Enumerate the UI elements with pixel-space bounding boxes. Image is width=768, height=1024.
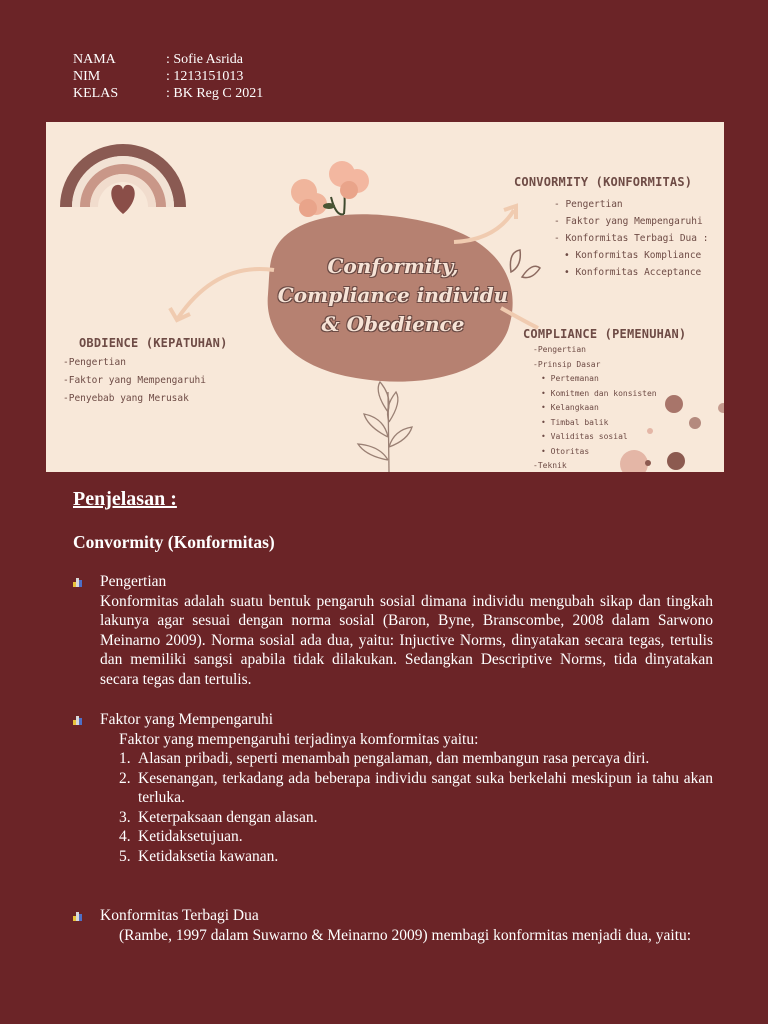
identity-key: NAMA bbox=[73, 52, 116, 67]
convormity-subitem: • Konformitas Kompliance bbox=[564, 250, 702, 261]
list-item bbox=[119, 808, 713, 828]
obedience-item: -Penyebab yang Merusak bbox=[63, 393, 189, 404]
compliance-subitem: • Pertemanan bbox=[541, 374, 599, 383]
decor-dot bbox=[689, 417, 701, 429]
bullet-icon bbox=[73, 714, 84, 725]
list-item bbox=[119, 749, 713, 769]
compliance-subitem: • Komitmen dan konsisten bbox=[541, 389, 657, 398]
identity-value: : 1213151013 bbox=[166, 69, 244, 84]
compliance-item: -Teknik bbox=[533, 461, 567, 470]
infographic-panel bbox=[46, 122, 724, 472]
terbagi-section bbox=[73, 906, 713, 945]
list-text: Kesenangan, terkadang ada beberapa individu sangat suka berkelahi meskipun ia tahu akan terluka. bbox=[138, 769, 713, 806]
decor-dot bbox=[718, 403, 724, 413]
obedience-item: -Faktor yang Mempengaruhi bbox=[63, 375, 206, 386]
list-number: 3. bbox=[119, 808, 131, 826]
list-text: Ketidaksetujuan. bbox=[138, 828, 243, 845]
compliance-subitem: • Kelangkaan bbox=[541, 403, 599, 412]
center-title-line: Conformity, bbox=[327, 254, 459, 278]
list-number: 1. bbox=[119, 750, 131, 767]
faktor-section bbox=[73, 710, 713, 866]
identity-block bbox=[73, 51, 263, 102]
identity-value: : BK Reg C 2021 bbox=[166, 86, 264, 101]
decor-dot bbox=[667, 452, 685, 470]
identity-key: NIM bbox=[73, 69, 101, 84]
list-number: 2. bbox=[119, 769, 131, 787]
faktor-label: Faktor yang Mempengaruhi bbox=[100, 711, 274, 728]
list-item bbox=[119, 769, 713, 808]
decor-dot bbox=[647, 428, 653, 434]
list-item bbox=[119, 827, 713, 847]
convormity-item: - Konformitas Terbagi Dua : bbox=[554, 233, 709, 244]
convormity-title: CONVORMITY (KONFORMITAS) bbox=[514, 175, 693, 189]
compliance-subitem: • Timbal balik bbox=[541, 418, 609, 427]
faktor-intro: Faktor yang mempengaruhi terjadinya komformitas yaitu: bbox=[119, 730, 479, 748]
pengertian-text: Konformitas adalah suatu bentuk pengaruh sosial dimana individu mengubah sikap dan tingkah lakunya agar sesuai dengan norma sosial (Baron, Byne, Branscombe, 2008 dalam Sarwono Meinarno 2009). Norma sosial ada dua, yaitu: Injuctive Norms, dinyatakan secara tegas, tertulis dan memiliki sangsi apabila tidak dilakukan. Sedangkan Descriptive Norms, tida dinyatakan secara tegas dan tertulis. bbox=[100, 592, 713, 688]
decor-dot bbox=[620, 450, 648, 472]
decor-dot bbox=[645, 460, 651, 466]
compliance-item: -Prinsip Dasar bbox=[533, 360, 601, 369]
plant-icon bbox=[358, 382, 412, 472]
list-text: Keterpaksaan dengan alasan. bbox=[138, 808, 318, 826]
center-title bbox=[268, 252, 518, 339]
list-number: 5. bbox=[119, 847, 131, 865]
identity-value: : Sofie Asrida bbox=[166, 52, 243, 67]
pengertian-section bbox=[73, 572, 713, 689]
identity-row-nim bbox=[73, 68, 263, 85]
compliance-subitem: • Otoritas bbox=[541, 447, 590, 456]
bullet-row bbox=[73, 572, 713, 592]
identity-row-name bbox=[73, 51, 263, 68]
section-subheading: Convormity (Konformitas) bbox=[73, 532, 275, 552]
bullet-icon bbox=[73, 910, 84, 921]
heart-icon bbox=[111, 185, 134, 214]
compliance-title: COMPLIANCE (PEMENUHAN) bbox=[523, 327, 687, 341]
convormity-item: - Faktor yang Mempengaruhi bbox=[554, 216, 703, 227]
identity-row-class bbox=[73, 85, 263, 102]
convormity-item: - Pengertian bbox=[554, 199, 623, 210]
obedience-item: -Pengertian bbox=[63, 357, 126, 368]
faktor-list bbox=[119, 749, 713, 866]
compliance-subitem: • Validitas sosial bbox=[541, 432, 628, 441]
pengertian-label: Pengertian bbox=[100, 573, 167, 590]
list-text: Alasan pribadi, seperti menambah pengalaman, dan membangun rasa percaya diri. bbox=[138, 750, 650, 767]
flower-icon bbox=[291, 161, 369, 217]
compliance-item: -Pengertian bbox=[533, 345, 586, 354]
decor-dot bbox=[665, 395, 683, 413]
obedience-title: OBDIENCE (KEPATUHAN) bbox=[79, 336, 228, 350]
list-item bbox=[119, 847, 713, 867]
terbagi-label: Konformitas Terbagi Dua bbox=[100, 907, 259, 924]
list-number: 4. bbox=[119, 828, 131, 845]
arrow-to-obedience bbox=[178, 269, 274, 318]
terbagi-text: (Rambe, 1997 dalam Suwarno & Meinarno 2009) membagi konformitas menjadi dua, yaitu: bbox=[119, 926, 692, 944]
bullet-icon bbox=[73, 576, 84, 587]
bullet-row bbox=[73, 906, 713, 926]
bullet-row bbox=[73, 710, 713, 730]
convormity-subitem: • Konformitas Acceptance bbox=[564, 267, 702, 278]
section-heading: Penjelasan : bbox=[73, 488, 177, 510]
center-title-line: & Obedience bbox=[321, 312, 465, 336]
center-title-line: Compliance individu bbox=[277, 283, 509, 307]
list-text: Ketidaksetia kawanan. bbox=[138, 847, 279, 865]
identity-key: KELAS bbox=[73, 86, 119, 101]
